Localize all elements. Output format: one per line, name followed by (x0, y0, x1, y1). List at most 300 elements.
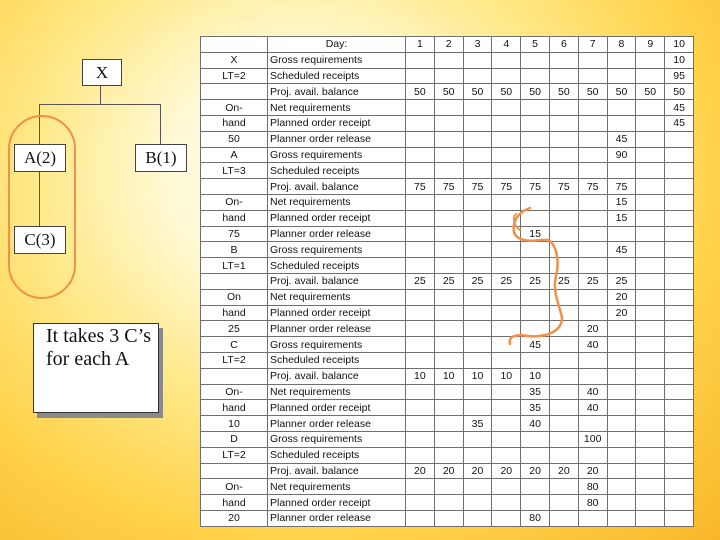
value-cell: 50 (636, 84, 665, 100)
row-label: Net requirements (268, 289, 406, 305)
table-row (201, 416, 694, 432)
day-header: 2 (434, 37, 463, 53)
value-cell (521, 68, 550, 84)
value-cell (549, 447, 578, 463)
value-cell (636, 495, 665, 511)
value-cell (463, 210, 492, 226)
value-cell (463, 321, 492, 337)
item-cell: On- (201, 479, 268, 495)
value-cell (492, 479, 521, 495)
value-cell (406, 352, 435, 368)
value-cell (578, 289, 607, 305)
table-row (201, 226, 694, 242)
mrp-table (200, 36, 694, 527)
row-label: Gross requirements (268, 147, 406, 163)
value-cell (492, 258, 521, 274)
item-cell: On- (201, 100, 268, 116)
value-cell (434, 384, 463, 400)
header-blank-cell (201, 37, 268, 53)
table-row (201, 479, 694, 495)
value-cell (492, 68, 521, 84)
row-label: Net requirements (268, 194, 406, 210)
value-cell (406, 194, 435, 210)
row-label: Proj. avail. balance (268, 84, 406, 100)
value-cell (406, 163, 435, 179)
value-cell: 25 (549, 273, 578, 289)
value-cell (549, 194, 578, 210)
value-cell: 45 (665, 115, 694, 131)
value-cell (492, 416, 521, 432)
value-cell (521, 352, 550, 368)
value-cell: 50 (521, 84, 550, 100)
value-cell: 25 (434, 273, 463, 289)
value-cell (463, 68, 492, 84)
item-cell (201, 273, 268, 289)
value-cell (463, 226, 492, 242)
value-cell (463, 384, 492, 400)
value-cell (549, 115, 578, 131)
value-cell (549, 289, 578, 305)
value-cell: 20 (492, 463, 521, 479)
value-cell (521, 447, 550, 463)
value-cell (463, 194, 492, 210)
table-row (201, 289, 694, 305)
value-cell (578, 194, 607, 210)
value-cell: 100 (578, 431, 607, 447)
value-cell (492, 147, 521, 163)
table-row (201, 258, 694, 274)
value-cell (492, 305, 521, 321)
table-row (201, 400, 694, 416)
value-cell (607, 163, 636, 179)
tree-node-c: C(3) (14, 226, 66, 254)
value-cell: 40 (578, 337, 607, 353)
value-cell: 35 (521, 384, 550, 400)
value-cell (665, 416, 694, 432)
row-label: Proj. avail. balance (268, 179, 406, 195)
value-cell (665, 194, 694, 210)
value-cell (578, 147, 607, 163)
value-cell (406, 100, 435, 116)
value-cell (636, 431, 665, 447)
value-cell: 95 (665, 68, 694, 84)
value-cell: 75 (434, 179, 463, 195)
item-cell: On- (201, 384, 268, 400)
value-cell: 75 (492, 179, 521, 195)
row-label: Scheduled receipts (268, 68, 406, 84)
item-cell: 10 (201, 416, 268, 432)
value-cell: 35 (521, 400, 550, 416)
value-cell (607, 115, 636, 131)
value-cell (406, 479, 435, 495)
value-cell (492, 226, 521, 242)
value-cell: 20 (406, 463, 435, 479)
value-cell (406, 400, 435, 416)
value-cell (636, 258, 665, 274)
value-cell (406, 337, 435, 353)
value-cell (521, 147, 550, 163)
value-cell (636, 463, 665, 479)
value-cell (549, 495, 578, 511)
value-cell (636, 368, 665, 384)
value-cell (492, 337, 521, 353)
value-cell (578, 68, 607, 84)
value-cell (607, 416, 636, 432)
value-cell (521, 210, 550, 226)
item-cell (201, 84, 268, 100)
value-cell (607, 400, 636, 416)
item-cell: C (201, 337, 268, 353)
value-cell (607, 258, 636, 274)
value-cell (521, 305, 550, 321)
value-cell (406, 321, 435, 337)
value-cell: 35 (463, 416, 492, 432)
value-cell (406, 68, 435, 84)
value-cell: 50 (578, 84, 607, 100)
value-cell: 25 (406, 273, 435, 289)
day-header: 4 (492, 37, 521, 53)
value-cell: 10 (406, 368, 435, 384)
item-cell: LT=3 (201, 163, 268, 179)
value-cell (665, 447, 694, 463)
table-row (201, 321, 694, 337)
value-cell (521, 194, 550, 210)
value-cell (406, 510, 435, 526)
item-cell: hand (201, 400, 268, 416)
value-cell (549, 147, 578, 163)
value-cell: 10 (434, 368, 463, 384)
item-cell: LT=2 (201, 68, 268, 84)
value-cell (549, 131, 578, 147)
value-cell (549, 68, 578, 84)
value-cell (521, 52, 550, 68)
value-cell (463, 163, 492, 179)
item-cell: On- (201, 194, 268, 210)
value-cell (578, 210, 607, 226)
item-cell: LT=2 (201, 352, 268, 368)
item-cell: D (201, 431, 268, 447)
value-cell (636, 52, 665, 68)
value-cell (636, 447, 665, 463)
value-cell: 20 (607, 305, 636, 321)
value-cell (607, 463, 636, 479)
value-cell (665, 273, 694, 289)
value-cell: 15 (607, 194, 636, 210)
value-cell (636, 352, 665, 368)
table-row (201, 115, 694, 131)
value-cell (636, 147, 665, 163)
day-header: 9 (636, 37, 665, 53)
value-cell (434, 495, 463, 511)
value-cell (665, 289, 694, 305)
table-row (201, 179, 694, 195)
day-header: 6 (549, 37, 578, 53)
value-cell: 25 (607, 273, 636, 289)
value-cell: 45 (665, 100, 694, 116)
table-row (201, 510, 694, 526)
value-cell (492, 163, 521, 179)
value-cell (492, 447, 521, 463)
value-cell (665, 305, 694, 321)
value-cell (607, 510, 636, 526)
value-cell (665, 479, 694, 495)
item-cell: X (201, 52, 268, 68)
value-cell (665, 258, 694, 274)
value-cell (521, 479, 550, 495)
value-cell (549, 368, 578, 384)
value-cell (665, 368, 694, 384)
table-row (201, 52, 694, 68)
value-cell (463, 431, 492, 447)
value-cell (406, 258, 435, 274)
value-cell (665, 226, 694, 242)
value-cell (463, 337, 492, 353)
value-cell (549, 258, 578, 274)
value-cell (607, 352, 636, 368)
value-cell (636, 510, 665, 526)
value-cell (521, 115, 550, 131)
highlight-loop-annotation (8, 115, 76, 299)
table-row (201, 368, 694, 384)
item-cell: 25 (201, 321, 268, 337)
value-cell (665, 384, 694, 400)
value-cell (578, 258, 607, 274)
value-cell (492, 242, 521, 258)
value-cell (434, 68, 463, 84)
value-cell (578, 416, 607, 432)
value-cell (665, 321, 694, 337)
value-cell (434, 210, 463, 226)
value-cell (463, 100, 492, 116)
value-cell (434, 226, 463, 242)
value-cell: 50 (406, 84, 435, 100)
value-cell (665, 210, 694, 226)
value-cell (434, 131, 463, 147)
table-row (201, 463, 694, 479)
value-cell (636, 194, 665, 210)
value-cell (549, 52, 578, 68)
value-cell (578, 163, 607, 179)
value-cell (665, 147, 694, 163)
table-row (201, 305, 694, 321)
value-cell (636, 321, 665, 337)
table-row (201, 273, 694, 289)
value-cell (607, 321, 636, 337)
value-cell (406, 131, 435, 147)
value-cell (434, 52, 463, 68)
value-cell (492, 400, 521, 416)
value-cell (406, 210, 435, 226)
value-cell: 75 (521, 179, 550, 195)
value-cell: 75 (549, 179, 578, 195)
day-header: 3 (463, 37, 492, 53)
value-cell (578, 447, 607, 463)
value-cell (434, 100, 463, 116)
value-cell (665, 131, 694, 147)
value-cell (607, 100, 636, 116)
day-header: 1 (406, 37, 435, 53)
value-cell (665, 337, 694, 353)
value-cell (434, 194, 463, 210)
value-cell (607, 68, 636, 84)
value-cell (636, 289, 665, 305)
value-cell (607, 337, 636, 353)
row-label: Planned order receipt (268, 400, 406, 416)
item-cell: hand (201, 305, 268, 321)
tree-node-b: B(1) (135, 144, 187, 172)
row-label: Proj. avail. balance (268, 368, 406, 384)
value-cell (636, 115, 665, 131)
value-cell (434, 258, 463, 274)
value-cell (521, 321, 550, 337)
value-cell (549, 305, 578, 321)
row-label: Planner order release (268, 226, 406, 242)
value-cell (578, 368, 607, 384)
value-cell (463, 242, 492, 258)
value-cell: 20 (549, 463, 578, 479)
tree-node-x: X (82, 59, 122, 86)
value-cell: 10 (463, 368, 492, 384)
value-cell (463, 510, 492, 526)
value-cell (434, 447, 463, 463)
value-cell (636, 210, 665, 226)
value-cell (607, 52, 636, 68)
value-cell: 40 (578, 384, 607, 400)
value-cell (492, 495, 521, 511)
value-cell: 50 (549, 84, 578, 100)
value-cell (636, 226, 665, 242)
row-label: Planner order release (268, 131, 406, 147)
value-cell (636, 179, 665, 195)
value-cell (636, 479, 665, 495)
item-cell: 75 (201, 226, 268, 242)
value-cell: 45 (521, 337, 550, 353)
value-cell (607, 384, 636, 400)
value-cell (607, 495, 636, 511)
row-label: Gross requirements (268, 337, 406, 353)
row-label: Gross requirements (268, 431, 406, 447)
value-cell (406, 289, 435, 305)
value-cell: 25 (463, 273, 492, 289)
value-cell (406, 431, 435, 447)
value-cell (406, 115, 435, 131)
value-cell (492, 510, 521, 526)
row-label: Net requirements (268, 479, 406, 495)
value-cell (521, 100, 550, 116)
day-header: 8 (607, 37, 636, 53)
value-cell (578, 510, 607, 526)
value-cell (434, 352, 463, 368)
value-cell (549, 352, 578, 368)
value-cell (492, 431, 521, 447)
value-cell (434, 416, 463, 432)
value-cell: 50 (434, 84, 463, 100)
value-cell: 50 (665, 84, 694, 100)
item-cell (201, 463, 268, 479)
value-cell (578, 352, 607, 368)
value-cell (492, 100, 521, 116)
tree-node-a: A(2) (14, 144, 66, 172)
value-cell (492, 52, 521, 68)
value-cell (607, 368, 636, 384)
value-cell (492, 194, 521, 210)
value-cell (549, 226, 578, 242)
value-cell (521, 431, 550, 447)
table-row (201, 352, 694, 368)
row-label: Scheduled receipts (268, 163, 406, 179)
value-cell (636, 384, 665, 400)
value-cell (521, 131, 550, 147)
mrp-header-row (201, 37, 694, 53)
value-cell (665, 352, 694, 368)
tree-line-to-b (160, 104, 161, 144)
item-cell: 20 (201, 510, 268, 526)
value-cell (607, 447, 636, 463)
value-cell: 50 (607, 84, 636, 100)
tree-line-root-down (100, 84, 101, 104)
value-cell (434, 305, 463, 321)
value-cell: 20 (434, 463, 463, 479)
row-label: Scheduled receipts (268, 258, 406, 274)
value-cell (636, 242, 665, 258)
table-row (201, 431, 694, 447)
value-cell (406, 447, 435, 463)
value-cell: 15 (607, 210, 636, 226)
value-cell (434, 400, 463, 416)
value-cell: 80 (578, 495, 607, 511)
value-cell (636, 305, 665, 321)
value-cell: 80 (521, 510, 550, 526)
value-cell: 80 (578, 479, 607, 495)
day-header: 10 (665, 37, 694, 53)
value-cell (463, 479, 492, 495)
table-row (201, 84, 694, 100)
value-cell (636, 163, 665, 179)
value-cell (636, 416, 665, 432)
value-cell (521, 163, 550, 179)
row-label: Planner order release (268, 416, 406, 432)
table-row (201, 147, 694, 163)
value-cell: 10 (521, 368, 550, 384)
row-label: Planned order receipt (268, 495, 406, 511)
day-header: 5 (521, 37, 550, 53)
value-cell (549, 479, 578, 495)
value-cell: 25 (578, 273, 607, 289)
value-cell (434, 115, 463, 131)
value-cell (607, 479, 636, 495)
item-cell: hand (201, 115, 268, 131)
item-cell: LT=2 (201, 447, 268, 463)
value-cell (521, 242, 550, 258)
value-cell: 40 (578, 400, 607, 416)
value-cell: 75 (406, 179, 435, 195)
value-cell: 75 (607, 179, 636, 195)
value-cell (607, 226, 636, 242)
value-cell (463, 495, 492, 511)
value-cell (406, 242, 435, 258)
value-cell (549, 242, 578, 258)
value-cell: 50 (463, 84, 492, 100)
value-cell (406, 495, 435, 511)
value-cell (434, 431, 463, 447)
row-label: Planner order release (268, 510, 406, 526)
value-cell (434, 510, 463, 526)
value-cell (549, 321, 578, 337)
value-cell (406, 147, 435, 163)
value-cell: 25 (492, 273, 521, 289)
row-label: Proj. avail. balance (268, 273, 406, 289)
value-cell (406, 52, 435, 68)
